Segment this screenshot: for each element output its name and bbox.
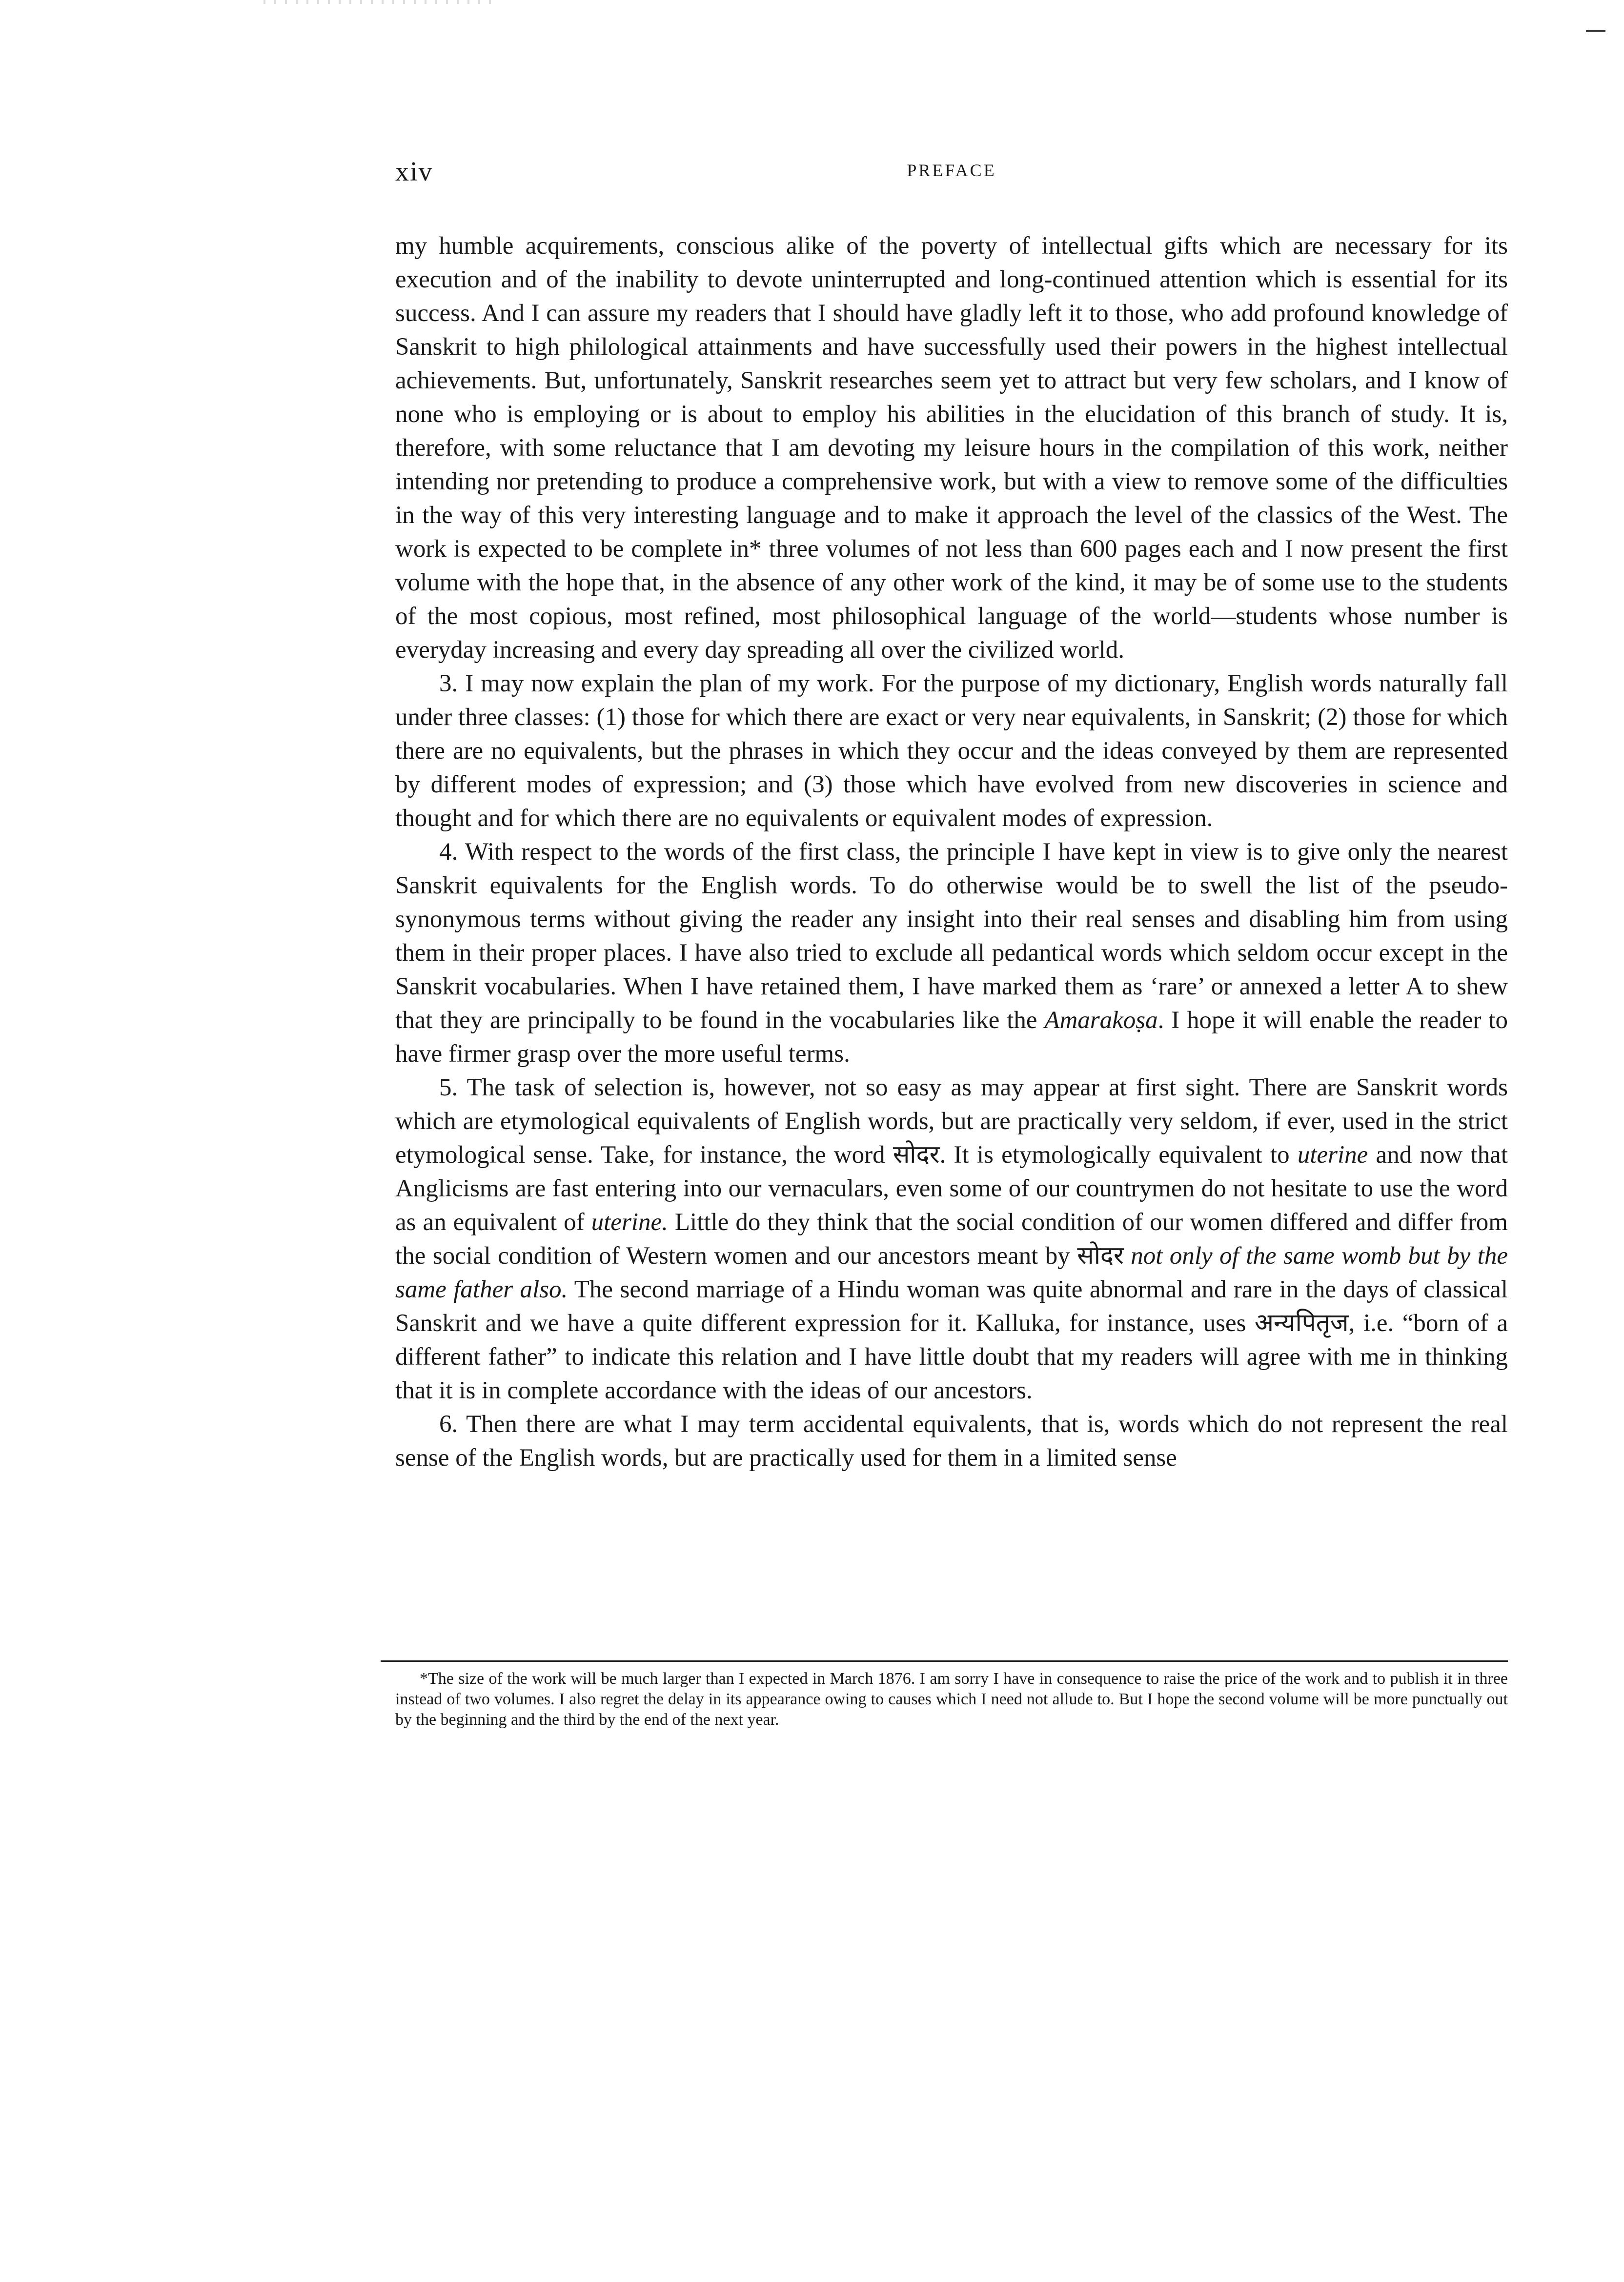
- corner-mark: [1586, 30, 1605, 32]
- paragraph-continuation: my humble acquirements, conscious alike of the poverty of intellectual gifts which are necessary for its execution and of the inability to devote uninterrupted and long-continued attention which is essential for its success. And I can assure my readers that I should have gladly left it to those, who add profound knowledge of Sanskrit to high philological attainments and have successfully used their powers in the highest intellectual achievements. But, unfortunately, Sanskrit researches seem yet to attract but very few scholars, and I know of none who is employing or is about to employ his abilities in the elucidation of this branch of study. It is, therefore, with some reluctance that I am devoting my leisure hours in the compilation of this work, neither intending nor pretending to produce a comprehensive work, but with a view to remove some of the difficulties in the way of this very interesting language and to make it approach the level of the classics of the West. The work is expected to be complete in* three volumes of not less than 600 pages each and I now present the first volume with the hope that, in the absence of any other work of the kind, it may be of some use to the students of the most copious, most refined, most philosophical language of the world—students whose number is everyday increasing and every day spreading all over the civilized world.: [395, 232, 1508, 664]
- paragraph-4-text: 4. With respect to the words of the first class, the principle I have kept in view is to give only the nearest Sanskrit equivalents for the English words. To do otherwise would be to swell the list of the pseudo-synonymous terms without giving the reader any insight into their real senses and disabling him from using them in their proper places. I have also tried to exclude all pedantical words which seldom occur except in the Sanskrit vocabularies. When I have retained them, I have marked them as ‘rare’ or annexed a letter A to shew that they are principally to be found in the vocabularies like the: [395, 838, 1508, 1034]
- paragraph-4: [395, 835, 1508, 1071]
- paragraph-3: 3. I may now explain the plan of my work. For the purpose of my dictionary, English words naturally fall under three classes: (1) those for which there are exact or very near equivalents, in Sanskrit; (2) those for which there are no equivalents, but the phrases in which they occur and the ideas conveyed by them are represented by different modes of expression; and (3) those which have evolved from new discoveries in science and thought and for which there are no equivalents or equivalent modes of expression.: [395, 670, 1508, 832]
- paragraph-5-seg-4: The second marriage of a Hindu woman was quite abnormal and rare in the days of classical Sanskrit and we have a quite different expression for it. Kalluka, for instance, uses अन्यपितृज, i.e. “born of a different father” to indicate this relation and I have little doubt that my readers will agree with me in thinking that it is in complete accordance with the ideas of our ancestors.: [395, 1276, 1508, 1404]
- amarakosa-title: Amarakoṣa: [1044, 1007, 1158, 1034]
- page-header: [395, 156, 1508, 190]
- paragraph-4-text-end: . I hope it will enable the reader to have firmer grasp over the more useful terms.: [395, 1007, 1508, 1068]
- footnote-rule: [381, 1660, 1508, 1662]
- paragraph-5-seg-2: and now that Anglicisms are fast entering into our vernaculars, even some of our countrymen do not hesitate to use the word as an equivalent of: [395, 1141, 1508, 1236]
- paragraph-5-seg-3: Little do they think that the social condition of our women differed and differ from the social condition of Western women and our ancestors meant by सोदर: [395, 1209, 1508, 1270]
- running-head: PREFACE: [907, 161, 996, 180]
- paragraph-5-italic-2: uterine.: [591, 1209, 668, 1236]
- paragraph-5-seg-1: 5. The task of selection is, however, not so easy as may appear at first sight. There are Sanskrit words which are etymological equivalents of English words, but are practically very seldom, if ever, used in the strict etymological sense. Take, for instance, the word सोदर. It is etymologically equivalent to: [395, 1074, 1508, 1169]
- scan-artifact: [264, 0, 498, 4]
- footnote: *The size of the work will be much larger than I expected in March 1876. I am sorry I have in consequence to raise the price of the work and to publish it in three instead of two volumes. I also regret the delay in its appearance owing to causes which I need not allude to. But I hope the second volume will be more punctually out by the beginning and the third by the end of the next year.: [395, 1670, 1508, 1729]
- paragraph-6: 6. Then there are what I may term accidental equivalents, that is, words which do not represent the real sense of the English words, but are practically used for them in a limited sense: [395, 1411, 1508, 1472]
- body-text: [395, 229, 1508, 1475]
- page-number: xiv: [395, 157, 433, 187]
- paragraph-5-italic-1: uterine: [1297, 1141, 1368, 1169]
- paragraph-5: [395, 1071, 1508, 1408]
- paragraph-5-italic-3: not only of the same womb but by the same father also.: [395, 1242, 1508, 1303]
